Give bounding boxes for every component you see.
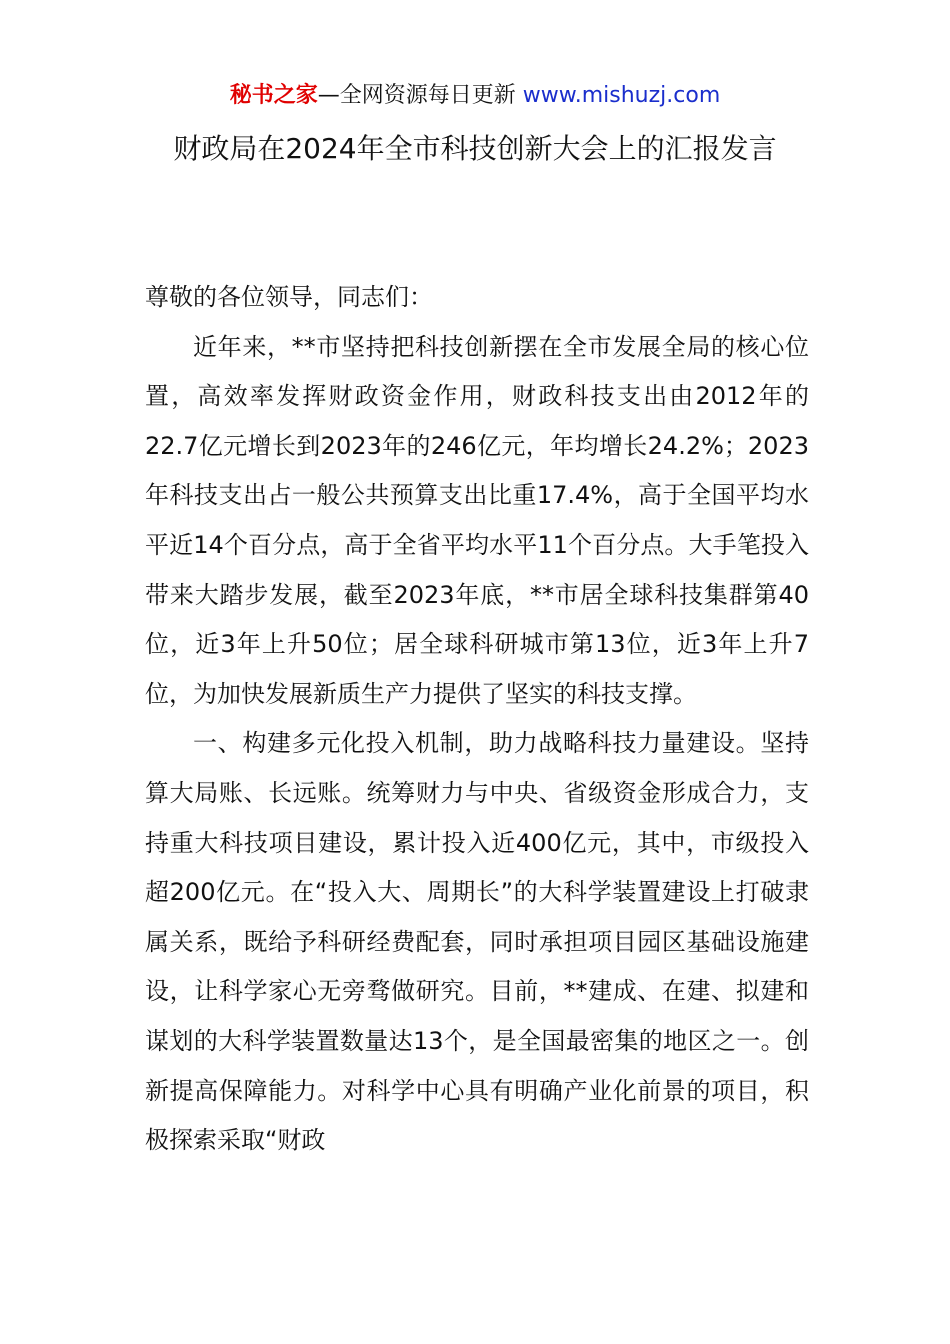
document-body xyxy=(145,273,809,1166)
document-title: 财政局在2024年全市科技创新大会上的汇报发言 xyxy=(173,132,777,165)
salutation: 尊敬的各位领导，同志们： xyxy=(145,283,433,311)
site-url-link[interactable]: www.mishuzj.com xyxy=(522,83,721,108)
paragraph-intro: 近年来，**市坚持把科技创新摆在全市发展全局的核心位置，高效率发挥财政资金作用，财政科技支出由2012年的22.7亿元增长到2023年的246亿元，年均增长24.2%；2023年科技支出占一般公共预算支出比重17.4%，高于全国平均水平近14个百分点，高于全省平均水平11个百分点。大手笔投入带来大踏步发展，截至2023年底，**市居全球科技集群第40位，近3年上升50位；居全球科研城市第13位，近3年上升7位，为加快发展新质生产力提供了坚实的科技支撑。 xyxy=(145,332,809,708)
site-brand[interactable]: 秘书之家 xyxy=(229,83,318,108)
paragraph-section-one: 一、构建多元化投入机制，助力战略科技力量建设。坚持算大局账、长远账。统筹财力与中央、省级资金形成合力，支持重大科技项目建设，累计投入近400亿元，其中，市级投入超200亿元。在“投入大、周期长”的大科学装置建设上打破隶属关系，既给予科研经费配套，同时承担项目园区基础设施建设，让科学家心无旁骛做研究。目前，**建成、在建、拟建和谋划的大科学装置数量达13个，是全国最密集的地区之一。创新提高保障能力。对科学中心具有明确产业化前景的项目，积极探索采取“财政 xyxy=(145,729,809,1155)
site-header xyxy=(0,80,950,112)
site-tagline: —全网资源每日更新 xyxy=(317,83,516,108)
